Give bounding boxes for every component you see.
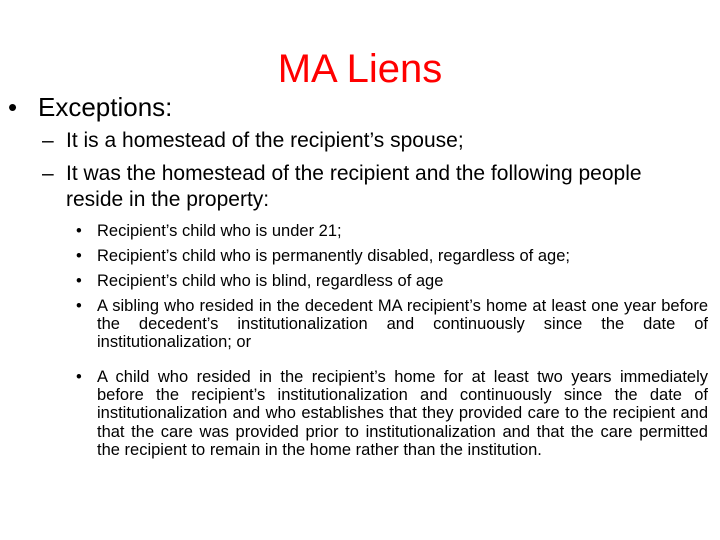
bullet-icon: • [76,272,82,290]
exceptions-heading [8,92,172,122]
slide-title [0,46,720,92]
bullet-icon: • [8,92,18,122]
list-item-text: It is a homestead of the recipient’s spouse; [66,129,464,152]
subitem-text: Recipient’s child who is under 21; [97,222,342,240]
list-item-text: It was the homestead of the recipient and the following people reside in the property: [66,162,642,211]
exceptions-heading-text: Exceptions: [38,92,173,122]
subitem-child-disabled [76,247,708,265]
subitem-sibling [76,297,708,352]
subitem-text: Recipient’s child who is permanently disabled, regardless of age; [97,247,570,265]
subitem-child-caregiver [76,368,708,459]
subitem-text: A child who resided in the recipient’s home for at least two years immediately before the recipient’s institutionalization and continuously since the date of institutionalization and who establishes that they provided care to the recipient and that the care was provided prior to institutionalization and that the care permitted the recipient to remain in the home rather than the institution. [97,368,708,459]
list-item-recipient-homestead [42,161,662,213]
bullet-icon: • [76,222,82,240]
subitem-text: Recipient’s child who is blind, regardless of age [97,272,444,290]
list-item-spouse-homestead [42,128,662,154]
dash-icon: – [42,129,54,152]
bullet-icon: • [76,368,82,386]
bullet-icon: • [76,247,82,265]
subitem-text: A sibling who resided in the decedent MA recipient’s home at least one year before the decedent’s institutionalization and continuously since the date of institutionalization; or [97,297,708,352]
subitem-child-blind [76,272,708,290]
bullet-icon: • [76,297,82,315]
slide-title-text: MA Liens [277,47,443,91]
dash-icon: – [42,162,54,185]
subitem-child-under-21 [76,222,708,240]
